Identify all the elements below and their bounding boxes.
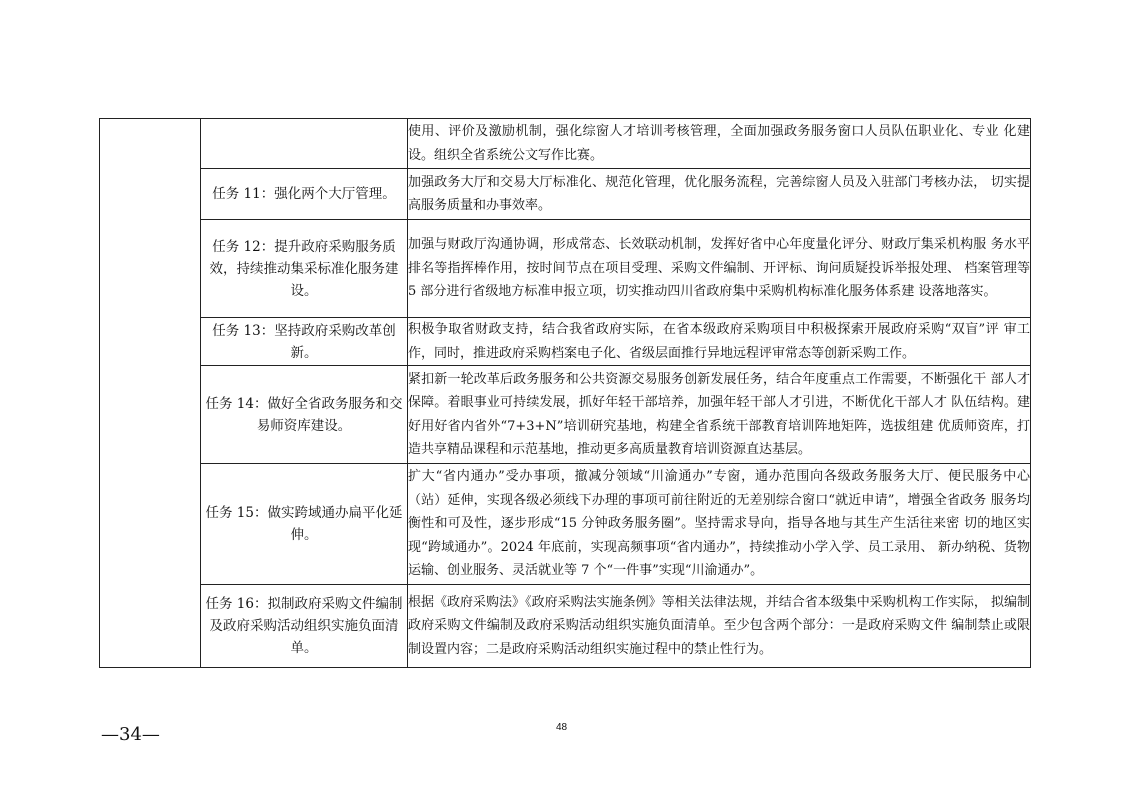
content-cell: 紧扣新一轮改革后政务服务和公共资源交易服务创新发展任务，结合年度重点工作需要，不断强化干 部人才保障。着眼事业可持续发展，抓好年轻干部培养，加强年轻干部人才引进，不断优化干部人才 队伍结构。建好用好省内省外“7+3+N”培训研究基地，构建全省系统干部教育培训阵地矩阵，选拔组建 优质师资库，打造共享精品课程和示范基地，推动更多高质量教育培训资源直达基层。	[408, 366, 1031, 464]
content-cell: 加强政务大厅和交易大厅标准化、规范化管理，优化服务流程，完善综窗人员及入驻部门考核办法， 切实提高服务质量和办事效率。	[408, 169, 1031, 220]
task-cell: 任务 13：坚持政府采购改革创新。	[201, 318, 408, 366]
category-cell	[100, 119, 201, 668]
content-cell: 根据《政府采购法》《政府采购法实施条例》等相关法律法规，并结合省本级集中采购机构工作实际， 拟编制政府采购文件编制及政府采购活动组织实施负面清单。至少包含两个部分：一是政府采购文件 编制禁止或限制设置内容；二是政府采购活动组织实施过程中的禁止性行为。	[408, 585, 1031, 668]
task-cell: 任务 11：强化两个大厅管理。	[201, 169, 408, 220]
table-row	[100, 464, 1031, 585]
page-number: 48	[556, 722, 568, 733]
content-cell: 加强与财政厅沟通协调，形成常态、长效联动机制，发挥好省中心年度量化评分、财政厅集采机构服 务水平排名等指挥棒作用，按时间节点在项目受理、采购文件编制、开评标、询问质疑投诉举报处理、 档案管理等 5 部分进行省级地方标准申报立项，切实推动四川省政府集中采购机构标准化服务体系建 设落地落实。	[408, 220, 1031, 318]
content-cell: 使用、评价及激励机制，强化综窗人才培训考核管理，全面加强政务服务窗口人员队伍职业化、专业 化建设。组织全省系统公文写作比赛。	[408, 119, 1031, 169]
table-row	[100, 366, 1031, 464]
content-cell: 积极争取省财政支持，结合我省政府实际，在省本级政府采购项目中积极探索开展政府采购“双盲”评 审工作，同时，推进政府采购档案电子化、省级层面推行异地远程评审常态等创新采购工作。	[408, 318, 1031, 366]
page-label: —34—	[101, 724, 160, 745]
table-row	[100, 220, 1031, 318]
table-row	[100, 585, 1031, 668]
table-row	[100, 169, 1031, 220]
table-row	[100, 119, 1031, 169]
table-row	[100, 318, 1031, 366]
task-table	[99, 118, 1031, 668]
task-cell: 任务 14：做好全省政务服务和交易师资库建设。	[201, 366, 408, 464]
task-cell	[201, 119, 408, 169]
task-cell: 任务 15：做实跨域通办扁平化延伸。	[201, 464, 408, 585]
task-cell: 任务 16：拟制政府采购文件编制及政府采购活动组织实施负面清单。	[201, 585, 408, 668]
content-cell: 扩大“省内通办”受办事项，撤减分领域“川渝通办”专窗，通办范围向各级政务服务大厅、便民服务中心 （站）延伸，实现各级必须线下办理的事项可前往附近的无差别综合窗口“就近申请”，增强全省政务 服务均衡性和可及性，逐步形成“15 分钟政务服务圈”。坚持需求导向，指导各地与其生产生活往来密 切的地区实现“跨域通办”。2024 年底前，实现高频事项“省内通办”，持续推动小学入学、员工录用、 新办纳税、货物运输、创业服务、灵活就业等 7 个“一件事”实现“川渝通办”。	[408, 464, 1031, 585]
task-cell: 任务 12：提升政府采购服务质效，持续推动集采标准化服务建设。	[201, 220, 408, 318]
